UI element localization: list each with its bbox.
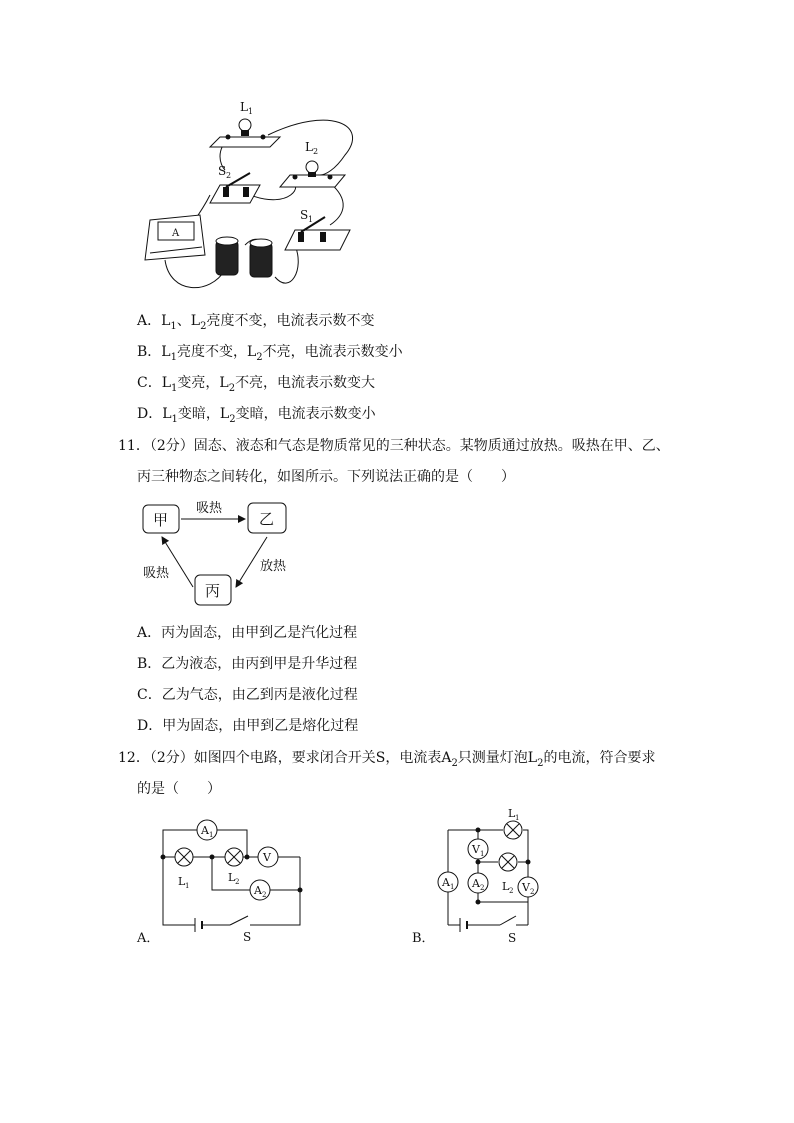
svg-text:放热: 放热 — [260, 559, 287, 574]
l1-label: L — [240, 100, 248, 114]
svg-text:1: 1 — [308, 215, 314, 224]
svg-text:A: A — [201, 824, 209, 837]
q12-circuit-a[interactable] — [130, 815, 315, 950]
q10-circuit-figure — [130, 95, 370, 305]
svg-text:1: 1 — [209, 831, 214, 839]
s2-label: S — [218, 164, 227, 178]
svg-text:1: 1 — [450, 883, 455, 891]
switch-lever-b — [500, 916, 516, 925]
q10-option-c[interactable]: C．$L_1$变亮，$L_2$不亮，电流表示数变大 — [137, 375, 376, 394]
q10-option-b[interactable]: B．$L_1$亮度不变，$L_2$不亮，电流表示数变小 — [137, 344, 403, 363]
svg-text:L: L — [228, 871, 236, 884]
svg-text:2: 2 — [480, 884, 485, 892]
q11-option-b[interactable]: B．乙为液态，由丙到甲是升华过程 — [137, 656, 358, 672]
svg-text:2: 2 — [235, 878, 240, 886]
svg-text:吸热: 吸热 — [196, 501, 223, 516]
svg-text:A: A — [254, 884, 262, 897]
svg-text:2: 2 — [262, 891, 267, 899]
battery-1 — [216, 241, 238, 275]
circuit-a-option-label: A． — [137, 931, 160, 946]
q11-option-d[interactable]: D．甲为固态，由甲到乙是熔化过程 — [137, 718, 359, 734]
svg-text:L: L — [178, 875, 186, 888]
battery-2 — [250, 243, 272, 277]
s2-switch — [210, 185, 260, 203]
q11-stem-line2: 丙三种物态之间转化，如图所示。下列说法正确的是（ ） — [137, 469, 515, 485]
svg-text:2: 2 — [509, 887, 514, 895]
svg-text:2: 2 — [530, 888, 535, 896]
svg-text:S: S — [508, 931, 517, 945]
svg-text:1: 1 — [515, 814, 520, 822]
q11-stem-line1: 11．（2分）固态、液态和气态是物质常见的三种状态。某物质通过放热。吸热在甲、乙、 — [118, 438, 670, 454]
switch-lever — [230, 916, 248, 925]
svg-text:V: V — [263, 851, 271, 864]
svg-text:L: L — [502, 880, 510, 893]
q11-state-diagram — [140, 495, 300, 610]
svg-text:V: V — [472, 843, 480, 856]
l2-bulb — [306, 161, 318, 173]
svg-text:A: A — [442, 876, 450, 889]
l2-label: L — [305, 140, 313, 154]
q12-stem-line2: 的是（ ） — [137, 781, 221, 797]
svg-text:乙: 乙 — [259, 510, 275, 528]
svg-text:1: 1 — [248, 107, 254, 116]
svg-text:S: S — [243, 930, 252, 944]
circuit-b-option-label: B． — [412, 931, 435, 946]
svg-text:1: 1 — [185, 882, 190, 890]
q10-option-a[interactable]: A．$L_1$、$L_2$亮度不变，电流表示数不变 — [137, 313, 375, 332]
l1-bulb — [239, 119, 251, 131]
svg-text:V: V — [522, 881, 530, 894]
s1-switch — [285, 230, 350, 250]
svg-text:A: A — [472, 877, 480, 890]
svg-text:吸热: 吸热 — [143, 566, 170, 581]
svg-text:A: A — [172, 228, 180, 239]
svg-text:2: 2 — [226, 171, 232, 180]
l1-board — [210, 137, 280, 147]
q12-stem-line1: 12．（2分）如图四个电路，要求闭合开关S，电流表$A_2$只测量灯泡$L_2$的电流，符合要求 — [118, 750, 656, 769]
q11-option-a[interactable]: A．丙为固态，由甲到乙是汽化过程 — [137, 625, 358, 641]
svg-text:丙: 丙 — [205, 582, 221, 600]
svg-text:2: 2 — [313, 147, 319, 156]
svg-text:甲: 甲 — [153, 511, 169, 529]
s1-label: S — [300, 208, 309, 222]
q11-option-c[interactable]: C．乙为气态，由乙到丙是液化过程 — [137, 687, 358, 703]
q12-circuit-b[interactable] — [410, 805, 555, 950]
svg-text:L: L — [508, 807, 516, 820]
svg-text:1: 1 — [480, 850, 485, 858]
q10-option-d[interactable]: D．$L_1$变暗，$L_2$变暗，电流表示数变小 — [137, 406, 376, 425]
